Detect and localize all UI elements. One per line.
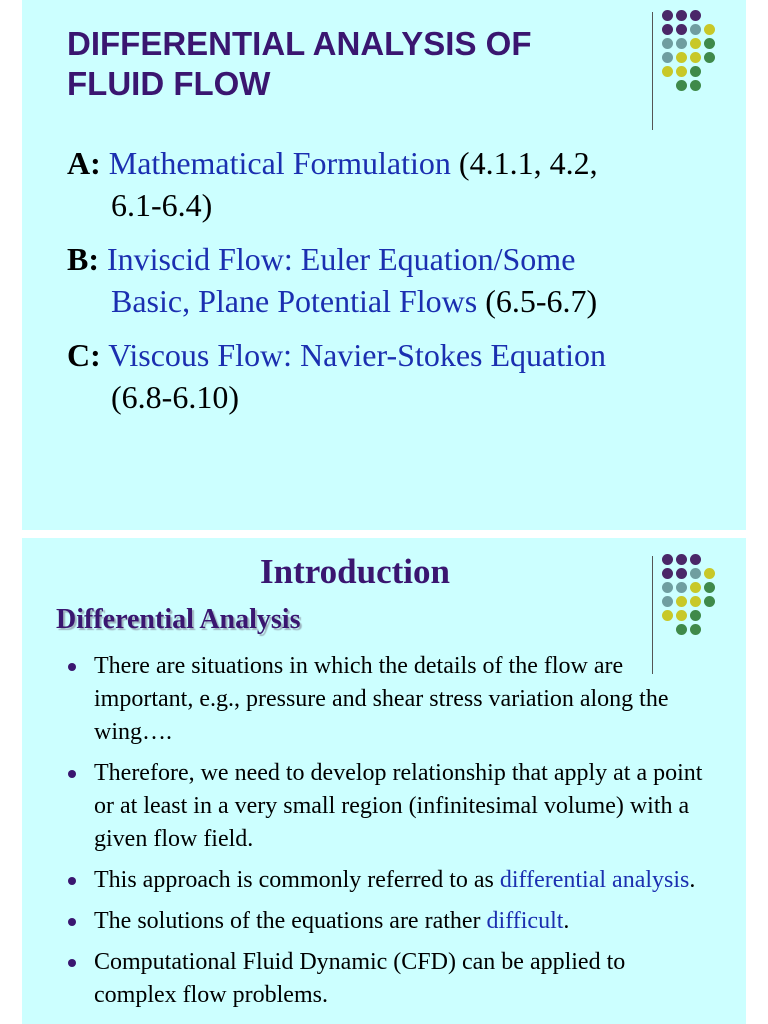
bullet-text-end: . bbox=[563, 908, 570, 934]
decorative-dot bbox=[662, 38, 673, 49]
bullet-text: There are situations in which the details of the flow are important, e.g., pressure and shear stress variation along the wing…. bbox=[94, 653, 669, 745]
decorative-dot bbox=[704, 38, 715, 49]
bullet-text: This approach is commonly referred to as bbox=[94, 867, 500, 893]
outline-item-b bbox=[67, 238, 687, 322]
decorative-dot bbox=[690, 610, 701, 621]
decorative-dot bbox=[676, 610, 687, 621]
bullet-list bbox=[66, 650, 706, 1020]
item-ref: (4.1.1, 4.2, bbox=[450, 145, 598, 181]
decorative-dot bbox=[662, 610, 673, 621]
decorative-dot bbox=[704, 596, 715, 607]
title-line-1: DIFFERENTIAL ANALYSIS OF bbox=[67, 25, 532, 62]
decorative-dot bbox=[690, 596, 701, 607]
item-topic: Mathematical Formulation bbox=[108, 145, 451, 181]
item-letter: A: bbox=[67, 145, 101, 181]
slide-1 bbox=[22, 0, 746, 530]
bullet-text-end: . bbox=[689, 867, 696, 893]
bullet-highlight: difficult bbox=[486, 908, 564, 934]
decorative-dot bbox=[676, 624, 687, 635]
decorative-dot bbox=[690, 38, 701, 49]
decorative-dot bbox=[690, 554, 701, 565]
decorative-dot bbox=[676, 10, 687, 21]
decorative-dot bbox=[690, 66, 701, 77]
decorative-dot bbox=[704, 24, 715, 35]
decorative-dot bbox=[704, 582, 715, 593]
decorative-dot bbox=[676, 80, 687, 91]
item-ref: (6.5-6.7) bbox=[477, 283, 598, 319]
bullet-item bbox=[66, 650, 706, 749]
title-line-2: FLUID FLOW bbox=[67, 65, 271, 102]
decorative-dot bbox=[690, 568, 701, 579]
bullet-item bbox=[66, 864, 706, 897]
outline-item-c bbox=[67, 334, 687, 418]
outline-item-a bbox=[67, 142, 687, 226]
divider-line bbox=[652, 12, 653, 130]
slide-title: Introduction bbox=[260, 552, 450, 591]
bullet-highlight: differential analysis bbox=[499, 867, 690, 893]
bullet-dot-icon bbox=[68, 959, 76, 967]
decorative-dot bbox=[662, 24, 673, 35]
decorative-dot bbox=[676, 596, 687, 607]
decorative-dot bbox=[662, 66, 673, 77]
bullet-text: The solutions of the equations are rather bbox=[94, 908, 487, 934]
decorative-dot bbox=[690, 10, 701, 21]
decorative-dot bbox=[676, 38, 687, 49]
bullet-text: Computational Fluid Dynamic (CFD) can be applied to complex flow problems. bbox=[94, 949, 626, 1008]
bullet-dot-icon bbox=[68, 663, 76, 671]
item-ref-cont: (6.8-6.10) bbox=[111, 379, 239, 415]
decorative-dot bbox=[690, 24, 701, 35]
decorative-dot bbox=[662, 596, 673, 607]
item-letter: B: bbox=[67, 241, 99, 277]
item-topic-line-1: Inviscid Flow: Euler Equation/Some bbox=[107, 241, 576, 277]
item-topic: Viscous Flow: Navier-Stokes Equation bbox=[108, 337, 607, 373]
decorative-dot bbox=[704, 568, 715, 579]
decorative-dot bbox=[704, 52, 715, 63]
decorative-dot bbox=[690, 624, 701, 635]
decorative-dot bbox=[690, 52, 701, 63]
bullet-text: Therefore, we need to develop relationship that apply at a point or at least in a very small region (infinitesimal volume) with a given flow field. bbox=[94, 760, 703, 852]
bullet-dot-icon bbox=[68, 877, 76, 885]
bullet-dot-icon bbox=[68, 918, 76, 926]
bullet-item bbox=[66, 946, 706, 1012]
bullet-item bbox=[66, 905, 706, 938]
slide-title bbox=[67, 24, 647, 104]
decorative-dot bbox=[690, 582, 701, 593]
bullet-item bbox=[66, 757, 706, 856]
decorative-dot bbox=[690, 80, 701, 91]
section-subtitle: Differential Analysis bbox=[56, 604, 301, 635]
decorative-dot-grid bbox=[662, 10, 746, 120]
item-ref-cont: 6.1-6.4) bbox=[111, 187, 213, 223]
item-letter: C: bbox=[67, 337, 101, 373]
bullet-dot-icon bbox=[68, 770, 76, 778]
decorative-dot bbox=[676, 24, 687, 35]
decorative-dot bbox=[676, 52, 687, 63]
slide-2 bbox=[22, 538, 746, 1024]
decorative-dot bbox=[662, 10, 673, 21]
item-topic-line-2: Basic, Plane Potential Flows bbox=[111, 283, 478, 319]
decorative-dot bbox=[676, 66, 687, 77]
decorative-dot bbox=[662, 52, 673, 63]
